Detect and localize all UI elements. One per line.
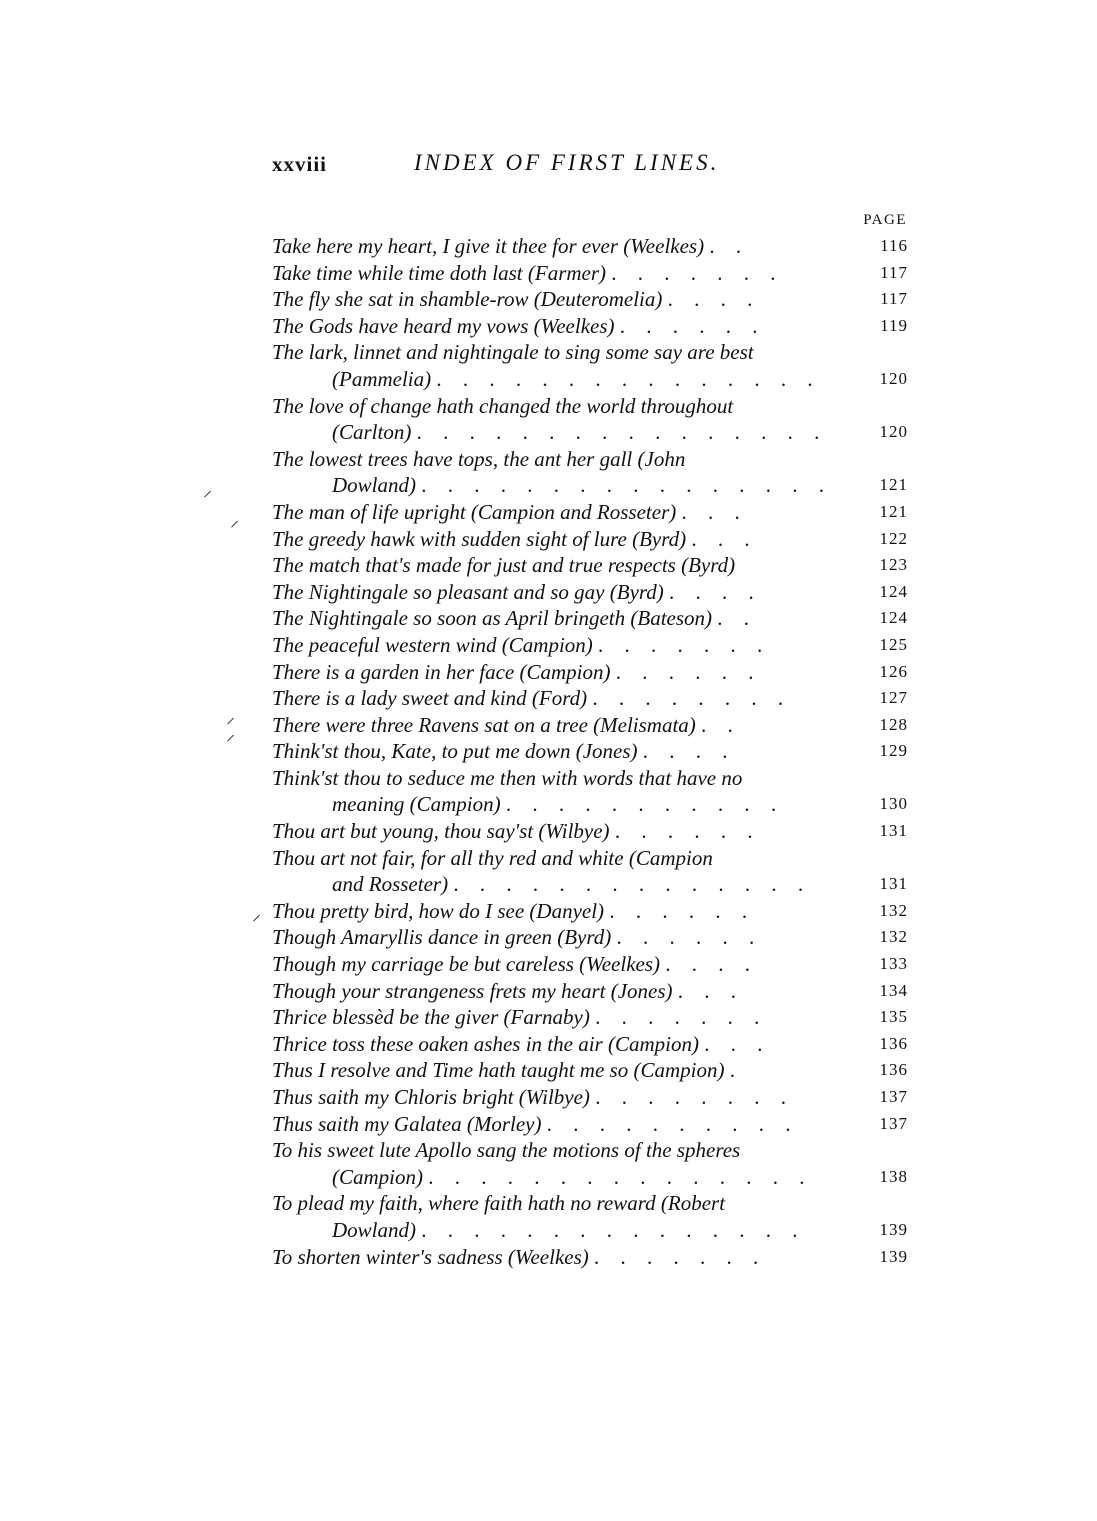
index-entry <box>272 845 908 898</box>
entry-continuation-line <box>272 366 908 393</box>
entry-first-line <box>272 845 908 872</box>
index-entry <box>272 499 908 526</box>
margin-tick-mark: ⸝ <box>226 724 235 744</box>
index-entry <box>272 738 908 765</box>
entry-page-number: 136 <box>879 1060 908 1080</box>
dot-leader: . . <box>709 234 750 258</box>
index-entry <box>272 339 908 392</box>
entry-text: Dowland) <box>332 1217 416 1242</box>
entry-text: The Nightingale so pleasant and so gay (Byrd) <box>272 579 664 604</box>
index-entry <box>272 233 908 260</box>
entry-text: Thou art but young, thou say'st (Wilbye) <box>272 819 610 844</box>
entry-text: Thou art not fair, for all thy red and white (Campion <box>272 845 713 870</box>
entry-first-line <box>272 393 908 420</box>
entry-text: To his sweet lute Apollo sang the motions of the spheres <box>272 1138 741 1163</box>
entry-text: There is a garden in her face (Campion) <box>272 659 611 684</box>
running-head <box>272 152 912 192</box>
page-title: INDEX OF FIRST LINES. <box>414 150 720 175</box>
entry-first-line <box>272 712 908 739</box>
entry-text: The man of life upright (Campion and Rosseter) <box>272 499 677 524</box>
entry-first-line <box>272 1031 908 1058</box>
dot-leader: . . . . . . <box>615 659 762 684</box>
page-column-label: PAGE <box>863 212 907 228</box>
entry-first-line <box>272 978 908 1005</box>
entry-page-number: 124 <box>879 608 908 628</box>
entry-first-line <box>272 898 908 925</box>
entry-text: Take here my heart, I give it thee for ever (Weelkes) <box>272 234 705 258</box>
index-entry <box>272 605 908 632</box>
dot-leader: . . . . <box>669 579 762 604</box>
entry-text: Thou pretty bird, how do I see (Danyel) <box>272 898 605 923</box>
index-entry <box>272 951 908 978</box>
dot-leader: . . . . . . <box>614 819 761 844</box>
entry-text: Thus saith my Galatea (Morley) <box>272 1111 542 1136</box>
entry-first-line <box>272 260 908 287</box>
dot-leader: . . . . . . . . . . . . . . . . <box>416 420 828 445</box>
entry-first-line <box>272 659 908 686</box>
index-entry <box>272 1111 908 1138</box>
index-entry <box>272 1137 908 1190</box>
entry-page-number: 134 <box>879 980 908 1000</box>
entry-page-number: 132 <box>879 900 908 920</box>
index-list <box>272 233 908 1270</box>
entry-first-line <box>272 1084 908 1111</box>
entry-page-number: 119 <box>880 315 908 335</box>
entry-page-number: 130 <box>879 794 908 814</box>
entry-first-line <box>272 233 908 260</box>
dot-leader: . . . <box>691 526 758 551</box>
dot-leader: . . . . . . . . . . . . . . . . <box>421 473 832 498</box>
entry-page-number: 137 <box>879 1113 908 1133</box>
entry-first-line <box>272 632 908 659</box>
entry-first-line <box>272 738 908 765</box>
dot-leader: . . . . <box>642 739 736 764</box>
entry-page-number: 117 <box>880 289 908 309</box>
entry-first-line <box>272 924 908 951</box>
entry-text: (Pammelia) <box>332 366 432 391</box>
entry-text: The lark, linnet and nightingale to sing some say are best <box>272 340 754 365</box>
index-entry <box>272 712 908 739</box>
entry-first-line <box>272 526 908 553</box>
entry-first-line <box>272 1137 908 1164</box>
entry-text: Take time while time doth last (Farmer) <box>272 260 607 285</box>
dot-leader: . . . . . . . . . . . . . . . <box>428 1164 813 1189</box>
dot-leader: . . . . . . . . . . <box>546 1111 799 1136</box>
entry-text: Thrice toss these oaken ashes in the air (Campion) <box>272 1031 699 1056</box>
entry-text: To shorten winter's sadness (Weelkes) <box>272 1244 589 1269</box>
entry-continuation-line <box>272 871 908 898</box>
entry-first-line <box>272 605 908 632</box>
dot-leader: . <box>729 1058 743 1083</box>
index-entry <box>272 286 908 313</box>
entry-first-line <box>272 1057 908 1084</box>
entry-continuation-line <box>272 1164 908 1191</box>
entry-page-number: 121 <box>879 501 908 521</box>
entry-page-number: 129 <box>879 741 908 761</box>
index-entry <box>272 924 908 951</box>
entry-page-number: 127 <box>879 688 908 708</box>
entry-first-line <box>272 1244 908 1271</box>
dot-leader: . . . . . . . <box>594 1244 767 1269</box>
dot-leader: . . . . . . . <box>595 1005 768 1030</box>
entry-first-line <box>272 446 908 473</box>
entry-text: Think'st thou, Kate, to put me down (Jones) <box>272 739 638 764</box>
index-entry <box>272 898 908 925</box>
dot-leader: . . . <box>681 499 748 524</box>
entry-first-line <box>272 1004 908 1031</box>
entry-text: The Nightingale so soon as April bringeth (Bateson) <box>272 606 713 631</box>
entry-page-number: 120 <box>879 368 908 388</box>
entry-text: Thrice blessèd be the giver (Farnaby) <box>272 1005 590 1030</box>
entry-text: The lowest trees have tops, the ant her gall (John <box>272 446 686 471</box>
index-entry <box>272 659 908 686</box>
entry-text: The greedy hawk with sudden sight of lure (Byrd) <box>272 526 687 551</box>
dot-leader: . . . . . . . <box>611 260 784 285</box>
dot-leader: . . . <box>704 1031 771 1056</box>
entry-first-line <box>272 1190 908 1217</box>
entry-text: and Rosseter) <box>332 872 449 897</box>
index-entry <box>272 685 908 712</box>
index-entry <box>272 579 908 606</box>
dot-leader: . . <box>701 712 741 737</box>
index-entry <box>272 978 908 1005</box>
entry-first-line <box>272 579 908 606</box>
entry-page-number: 124 <box>879 581 908 601</box>
index-entry <box>272 313 908 340</box>
entry-page-number: 123 <box>879 555 908 575</box>
entry-text: The peaceful western wind (Campion) <box>272 632 593 657</box>
entry-first-line <box>272 951 908 978</box>
index-entry <box>272 1004 908 1031</box>
index-entry <box>272 446 908 499</box>
index-entry <box>272 1031 908 1058</box>
entry-text: Though Amaryllis dance in green (Byrd) <box>272 925 612 950</box>
entry-page-number: 121 <box>879 475 908 495</box>
margin-tick-mark: ⸝ <box>230 510 239 530</box>
index-entry <box>272 1084 908 1111</box>
index-entry <box>272 1057 908 1084</box>
entry-page-number: 126 <box>879 661 908 681</box>
dot-leader: . . <box>717 606 758 631</box>
index-entry <box>272 632 908 659</box>
dot-leader: . . . . . . . . . . . . . . . <box>436 366 821 391</box>
entry-page-number: 137 <box>879 1087 908 1106</box>
entry-text: The Gods have heard my vows (Weelkes) <box>272 313 615 338</box>
entry-page-number: 122 <box>879 528 908 548</box>
entry-text: There is a lady sweet and kind (Ford) <box>272 686 588 711</box>
entry-page-number: 117 <box>880 262 908 282</box>
entry-page-number: 138 <box>879 1166 908 1186</box>
dot-leader: . . . . <box>665 952 759 977</box>
entry-text: The fly she sat in shamble-row (Deuteromelia) <box>272 287 663 312</box>
index-entry <box>272 552 908 579</box>
dot-leader: . . . . . . . . . . . . . . . <box>421 1217 806 1242</box>
index-entry <box>272 1244 908 1271</box>
entry-continuation-line <box>272 419 908 446</box>
entry-page-number: 131 <box>879 874 908 894</box>
entry-first-line <box>272 499 908 526</box>
margin-tick-mark: ⸝ <box>226 707 235 727</box>
entry-page-number: 120 <box>879 422 908 442</box>
dot-leader: . . . . . . . <box>598 632 771 657</box>
entry-first-line <box>272 685 908 712</box>
entry-text: There were three Ravens sat on a tree (Melismata) <box>272 712 696 737</box>
entry-text: (Carlton) <box>332 420 412 445</box>
entry-first-line <box>272 313 908 340</box>
entry-text: (Campion) <box>332 1164 423 1189</box>
entry-first-line <box>272 765 908 792</box>
entry-page-number: 131 <box>879 821 908 841</box>
entry-text: Think'st thou to seduce me then with words that have no <box>272 765 743 790</box>
index-entry <box>272 818 908 845</box>
entry-page-number: 139 <box>879 1219 908 1239</box>
entry-text: To plead my faith, where faith hath no reward (Robert <box>272 1191 726 1216</box>
entry-page-number: 135 <box>879 1007 908 1027</box>
dot-leader: . . . . . . <box>609 898 756 923</box>
index-entry <box>272 393 908 446</box>
index-entry <box>272 765 908 818</box>
margin-tick-mark: ⸝ <box>252 904 261 924</box>
entry-text: Thus saith my Chloris bright (Wilbye) <box>272 1085 590 1109</box>
entry-text: Though my carriage be but careless (Weelkes) <box>272 952 661 977</box>
entry-first-line <box>272 286 908 313</box>
index-entry <box>272 1190 908 1243</box>
index-entry <box>272 526 908 553</box>
dot-leader: . . . . . . <box>616 925 763 950</box>
entry-text: Thus I resolve and Time hath taught me so (Campion) <box>272 1058 725 1083</box>
entry-first-line <box>272 818 908 845</box>
entry-continuation-line <box>272 472 908 499</box>
entry-text: Though your strangeness frets my heart (Jones) <box>272 978 673 1003</box>
entry-page-number: 139 <box>879 1246 908 1266</box>
entry-first-line <box>272 339 908 366</box>
entry-page-number: 136 <box>879 1033 908 1053</box>
dot-leader: . . . . . . . . <box>592 686 792 711</box>
page-folio: xxviii <box>272 152 328 176</box>
entry-page-number: 116 <box>880 236 908 255</box>
entry-page-number: 133 <box>879 954 908 974</box>
entry-text: Dowland) <box>332 473 416 498</box>
entry-first-line <box>272 552 908 579</box>
entry-text: The love of change hath changed the world throughout <box>272 393 734 418</box>
index-entry <box>272 260 908 287</box>
margin-tick-mark: ⸝ <box>203 480 212 500</box>
dot-leader: . . . . . . . . . . . . . . <box>453 872 812 897</box>
entry-page-number: 128 <box>879 714 908 734</box>
dot-leader: . . . . . . . . <box>595 1085 794 1109</box>
entry-continuation-line <box>272 791 908 818</box>
entry-text: The match that's made for just and true respects (Byrd) <box>272 553 736 578</box>
entry-continuation-line <box>272 1217 908 1244</box>
dot-leader: . . . <box>677 978 745 1003</box>
entry-page-number: 125 <box>879 634 908 654</box>
entry-text: meaning (Campion) <box>332 792 501 817</box>
entry-first-line <box>272 1111 908 1138</box>
entry-page-number: 132 <box>879 927 908 947</box>
dot-leader: . . . . . . <box>619 313 766 338</box>
dot-leader: . . . . . . . . . . . <box>505 792 785 817</box>
dot-leader: . . . . <box>667 287 761 312</box>
